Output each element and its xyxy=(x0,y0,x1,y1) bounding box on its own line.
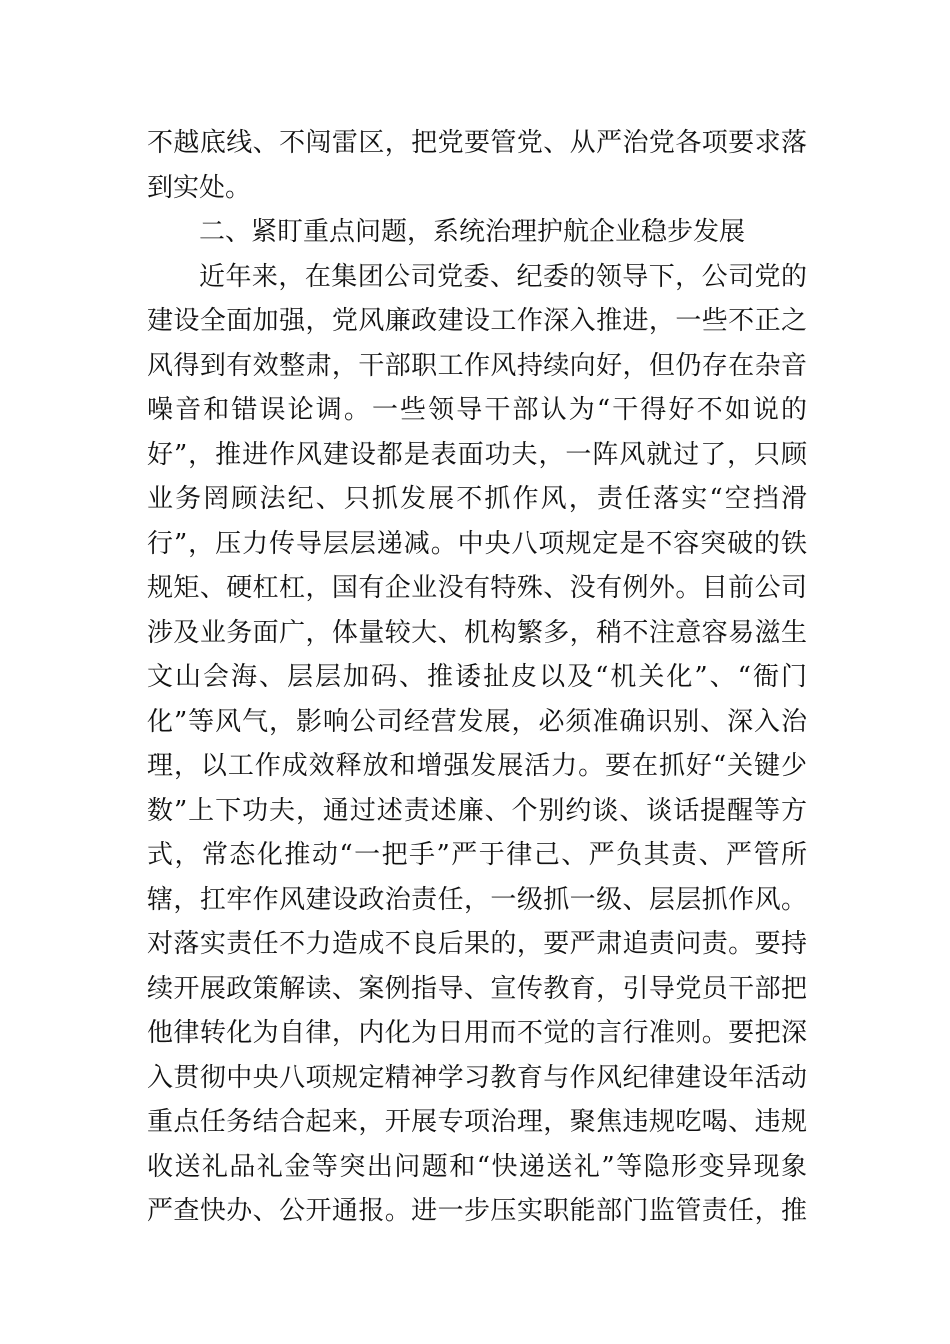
text-line: 好”，推进作风建设都是表面功夫，一阵风就过了，只顾 xyxy=(147,439,807,470)
text-line: 建设全面加强，党风廉政建设工作深入推进，一些不正之 xyxy=(147,306,807,336)
text-line: 到实处。 xyxy=(147,172,252,203)
text-line: 风得到有效整肃，干部职工作风持续向好，但仍存在杂音 xyxy=(147,350,807,381)
text-line: 文山会海、层层加码、推诿扯皮以及“机关化”、“衙门 xyxy=(147,662,807,692)
text-line: 收送礼品礼金等突出问题和“快递送礼”等隐形变异现象 xyxy=(147,1151,807,1182)
document-body xyxy=(147,121,807,1234)
text-line: 噪音和错误论调。一些领导干部认为“干得好不如说的 xyxy=(147,395,807,425)
text-line: 严查快办、公开通报。进一步压实职能部门监管责任，推 xyxy=(147,1196,807,1226)
text-line: 续开展政策解读、案例指导、宣传教育，引导党员干部把 xyxy=(147,973,807,1004)
text-line: 化”等风气，影响公司经营发展，必须准确识别、深入治 xyxy=(147,706,807,737)
text-line: 涉及业务面广，体量较大、机构繁多，稍不注意容易滋生 xyxy=(147,617,807,648)
text-line: 规矩、硬杠杠，国有企业没有特殊、没有例外。目前公司 xyxy=(147,573,807,603)
section-heading: 二、紧盯重点问题，系统治理护航企业稳步发展 xyxy=(199,217,746,247)
text-line: 重点任务结合起来，开展专项治理，聚焦违规吃喝、违规 xyxy=(147,1107,807,1137)
text-line: 对落实责任不力造成不良后果的，要严肃追责问责。要持 xyxy=(147,929,807,959)
text-line: 近年来，在集团公司党委、纪委的领导下，公司党的 xyxy=(199,261,807,292)
text-line: 他律转化为自律，内化为日用而不觉的言行准则。要把深 xyxy=(147,1018,807,1048)
text-line: 数”上下功夫，通过述责述廉、个别约谈、谈话提醒等方 xyxy=(147,795,807,826)
text-line: 式，常态化推动“一把手”严于律己、严负其责、严管所 xyxy=(147,840,807,870)
text-line: 业务罔顾法纪、只抓发展不抓作风，责任落实“空挡滑 xyxy=(147,484,807,514)
text-line: 行”，压力传导层层递减。中央八项规定是不容突破的铁 xyxy=(147,528,807,559)
text-line: 不越底线、不闯雷区，把党要管党、从严治党各项要求落 xyxy=(147,128,807,158)
text-line: 辖，扛牢作风建设政治责任，一级抓一级、层层抓作风。 xyxy=(147,884,807,915)
text-line: 理，以工作成效释放和增强发展活力。要在抓好“关键少 xyxy=(147,751,807,781)
text-line: 入贯彻中央八项规定精神学习教育与作风纪律建设年活动 xyxy=(147,1062,807,1093)
